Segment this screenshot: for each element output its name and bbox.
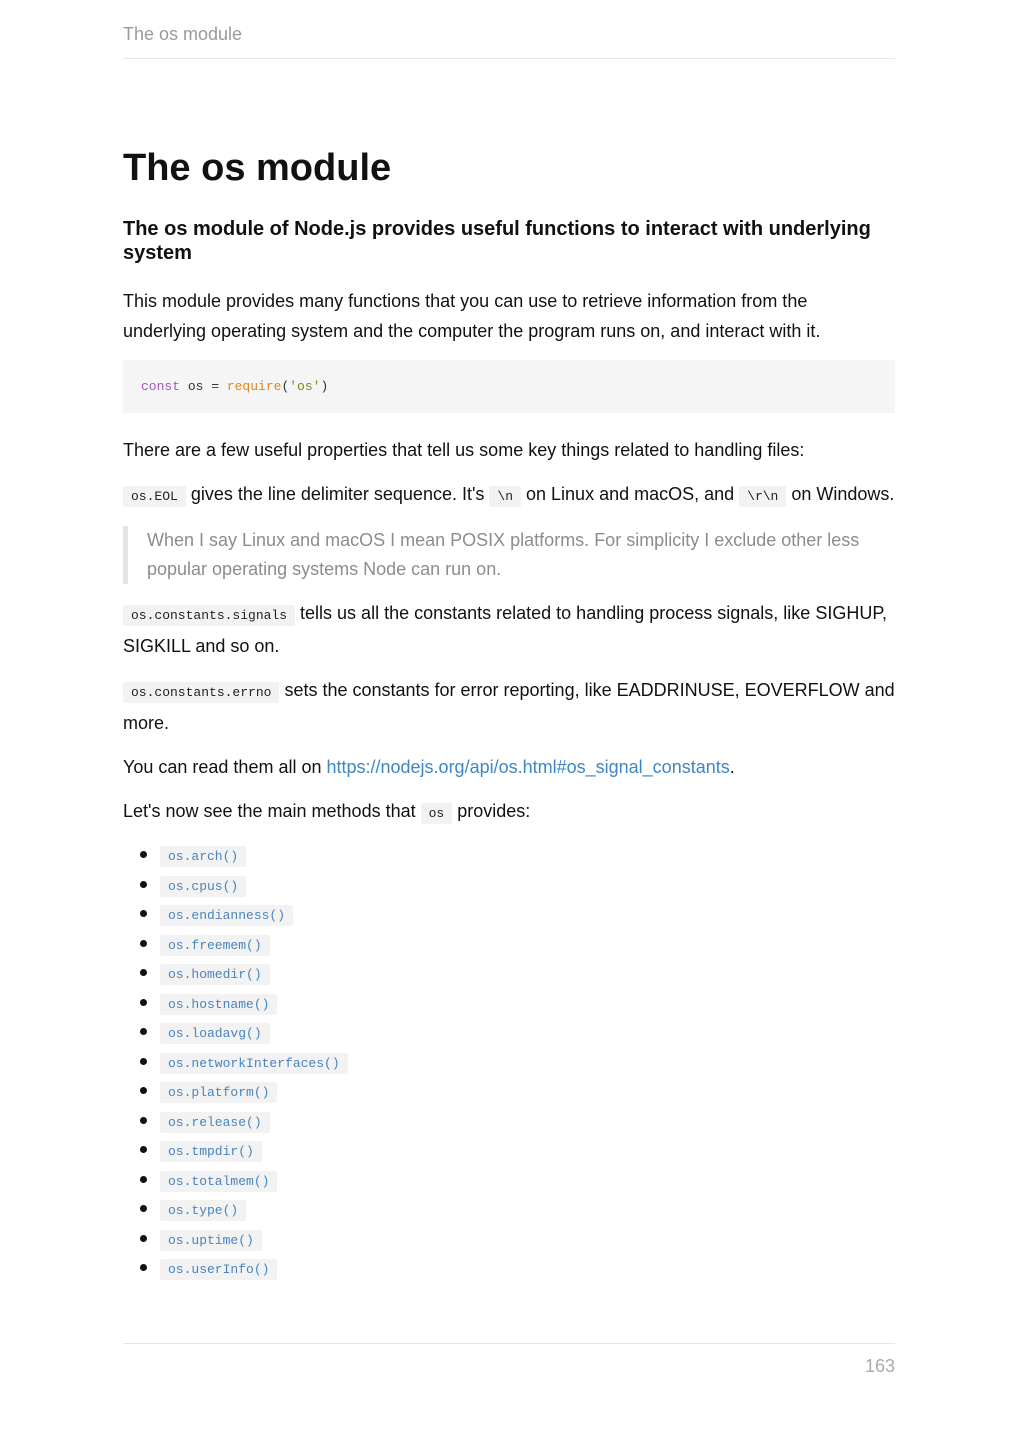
method-link[interactable]: os.freemem() [160, 935, 270, 956]
bullet-icon [140, 881, 147, 888]
method-link[interactable]: os.platform() [160, 1082, 277, 1103]
method-link[interactable]: os.type() [160, 1200, 246, 1221]
crlf-code: \r\n [739, 486, 786, 507]
bullet-icon [140, 1235, 147, 1242]
code-keyword: const [141, 379, 181, 394]
list-item [123, 1054, 895, 1084]
page-title: The os module [123, 147, 392, 189]
properties-paragraph: There are a few useful properties that tell us some key things related to handling files: [123, 440, 805, 460]
errno-code: os.constants.errno [123, 682, 279, 703]
code-paren-close: ) [320, 379, 329, 394]
running-header: The os module [123, 24, 243, 44]
posix-note: When I say Linux and macOS I mean POSIX platforms. For simplicity I exclude other less popular operating systems Node can run on. [123, 526, 895, 584]
bullet-icon [140, 1117, 147, 1124]
method-link[interactable]: os.homedir() [160, 964, 270, 985]
footer-divider [123, 1343, 895, 1344]
content [123, 145, 895, 1290]
bullet-icon [140, 1146, 147, 1153]
errno-text: sets the constants for error reporting, like EADDRINUSE, EOVERFLOW and more. [123, 680, 895, 733]
list-item [123, 1231, 895, 1261]
bullet-icon [140, 910, 147, 917]
methods-intro-text-end: provides: [452, 801, 531, 821]
header-divider [123, 58, 895, 59]
bullet-icon [140, 851, 147, 858]
read-all-paragraph [123, 752, 895, 782]
method-link[interactable]: os.uptime() [160, 1230, 262, 1251]
bullet-icon [140, 1264, 147, 1271]
bullet-icon [140, 1058, 147, 1065]
list-item [123, 965, 895, 995]
eol-text-2: on Linux and macOS, and [521, 484, 740, 504]
os-code: os [421, 803, 453, 824]
method-link[interactable]: os.endianness() [160, 905, 293, 926]
list-item [123, 1083, 895, 1113]
read-all-period: . [729, 757, 735, 777]
bullet-icon [140, 1205, 147, 1212]
list-item [123, 1260, 895, 1290]
page-subtitle: The os module of Node.js provides useful functions to interact with underlying system [123, 218, 871, 264]
list-item [123, 936, 895, 966]
bullet-icon [140, 999, 147, 1006]
methods-intro-text: Let's now see the main methods that [123, 801, 421, 821]
bullet-icon [140, 1087, 147, 1094]
code-function: require [226, 379, 282, 394]
eol-paragraph [123, 479, 895, 512]
eol-text-3: on Windows. [786, 484, 895, 504]
bullet-icon [140, 969, 147, 976]
eol-code: os.EOL [123, 486, 186, 507]
page-number: 163 [864, 1356, 895, 1376]
list-item [123, 1172, 895, 1202]
method-link[interactable]: os.release() [160, 1112, 270, 1133]
list-item [123, 1201, 895, 1231]
os-docs-link[interactable]: https://nodejs.org/api/os.html#os_signal_constants [326, 757, 730, 777]
errno-paragraph [123, 675, 895, 738]
code-block [123, 360, 895, 413]
bullet-icon [140, 1028, 147, 1035]
method-link[interactable]: os.tmpdir() [160, 1141, 262, 1162]
method-link[interactable]: os.hostname() [160, 994, 277, 1015]
method-link[interactable]: os.arch() [160, 846, 246, 867]
code-variable: os = [180, 379, 227, 394]
code-paren-open: ( [281, 379, 290, 394]
read-all-text: You can read them all on [123, 757, 327, 777]
signals-paragraph [123, 598, 895, 661]
methods-list [123, 847, 895, 1290]
list-item [123, 1142, 895, 1172]
method-link[interactable]: os.loadavg() [160, 1023, 270, 1044]
newline-code: \n [489, 486, 521, 507]
eol-text-1: gives the line delimiter sequence. It's [185, 484, 490, 504]
bullet-icon [140, 940, 147, 947]
method-link[interactable]: os.networkInterfaces() [160, 1053, 348, 1074]
methods-intro-paragraph [123, 796, 895, 829]
list-item [123, 995, 895, 1025]
list-item [123, 877, 895, 907]
intro-paragraph: This module provides many functions that you can use to retrieve information from the underlying operating system and the computer the program runs on, and interact with it. [123, 291, 821, 341]
code-string: 'os' [289, 379, 321, 394]
list-item [123, 906, 895, 936]
method-link[interactable]: os.userInfo() [160, 1259, 277, 1280]
signals-text: tells us all the constants related to handling process signals, like SIGHUP, SIGKILL and so on. [123, 603, 888, 656]
list-item [123, 1024, 895, 1054]
list-item [123, 1113, 895, 1143]
list-item [123, 847, 895, 877]
method-link[interactable]: os.totalmem() [160, 1171, 277, 1192]
signals-code: os.constants.signals [123, 605, 295, 626]
bullet-icon [140, 1176, 147, 1183]
method-link[interactable]: os.cpus() [160, 876, 246, 897]
